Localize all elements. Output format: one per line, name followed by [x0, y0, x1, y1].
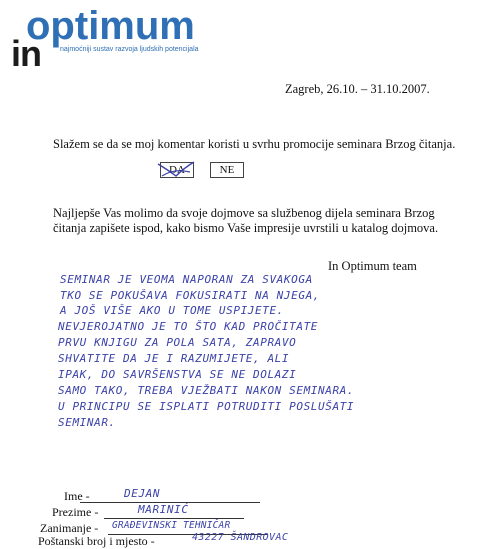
comment-line: A JOŠ VIŠE AKO U TOME USPIJETE. — [60, 304, 284, 317]
logo-tagline: najmoćniji sustav razvoja ljudskih potencijala — [60, 46, 199, 53]
prezime-label: Prezime - — [52, 505, 99, 519]
request-line-2: čitanja zapišete ispod, kako bismo Vaše impresije uvrstili u katalog dojmova. — [53, 221, 439, 235]
postanski-label: Poštanski broj i mjesto - — [38, 534, 155, 548]
zanimanje-label: Zanimanje - — [40, 521, 99, 535]
logo-in: in — [11, 33, 41, 74]
logo-optimum: optimum — [26, 4, 195, 48]
comment-line: PRVU KNJIGU ZA POLA SATA, ZAPRAVO — [58, 336, 297, 349]
request-line-1: Najljepše Vas molimo da svoje dojmove sa službenog dijela seminara Brzog — [53, 206, 435, 220]
postanski-value: 43227 ŠANDROVAC — [192, 532, 289, 543]
ime-value: DEJAN — [124, 487, 161, 500]
choice-no-label: NE — [219, 164, 235, 176]
comment-line: SEMINAR. — [58, 416, 116, 429]
comment-line: SHVATITE DA JE I RAZUMIJETE, ALI — [58, 352, 290, 365]
comment-line: SEMINAR JE VEOMA NAPORAN ZA SVAKOGA — [60, 273, 313, 286]
prezime-value: MARINIĆ — [138, 503, 189, 516]
ime-label: Ime - — [64, 489, 90, 503]
comment-line: U PRINCIPU SE ISPLATI POTRUDITI POSLUŠATI — [58, 400, 355, 413]
choice-no-box[interactable] — [210, 162, 244, 178]
comment-line: SAMO TAKO, TREBA VJEŽBATI NAKON SEMINARA. — [58, 384, 355, 397]
zanimanje-value: GRAĐEVINSKI TEHNIČAR — [112, 520, 231, 531]
comment-line: NEVJEROJATNO JE TO ŠTO KAD PROČITATE — [58, 320, 319, 333]
team-sign: In Optimum team — [328, 259, 417, 273]
consent-text: Slažem se da se moj komentar koristi u svrhu promocije seminara Brzog čitanja. — [53, 137, 456, 151]
comment-line: IPAK, DO SAVRŠENSTVA SE NE DOLAZI — [58, 368, 297, 381]
date-line: Zagreb, 26.10. – 31.10.2007. — [285, 82, 430, 96]
handwritten-cross-mark — [154, 158, 200, 182]
choice-yes-label: DA — [169, 164, 185, 176]
comment-line: TKO SE POKUŠAVA FOKUSIRATI NA NJEGA, — [60, 289, 321, 302]
